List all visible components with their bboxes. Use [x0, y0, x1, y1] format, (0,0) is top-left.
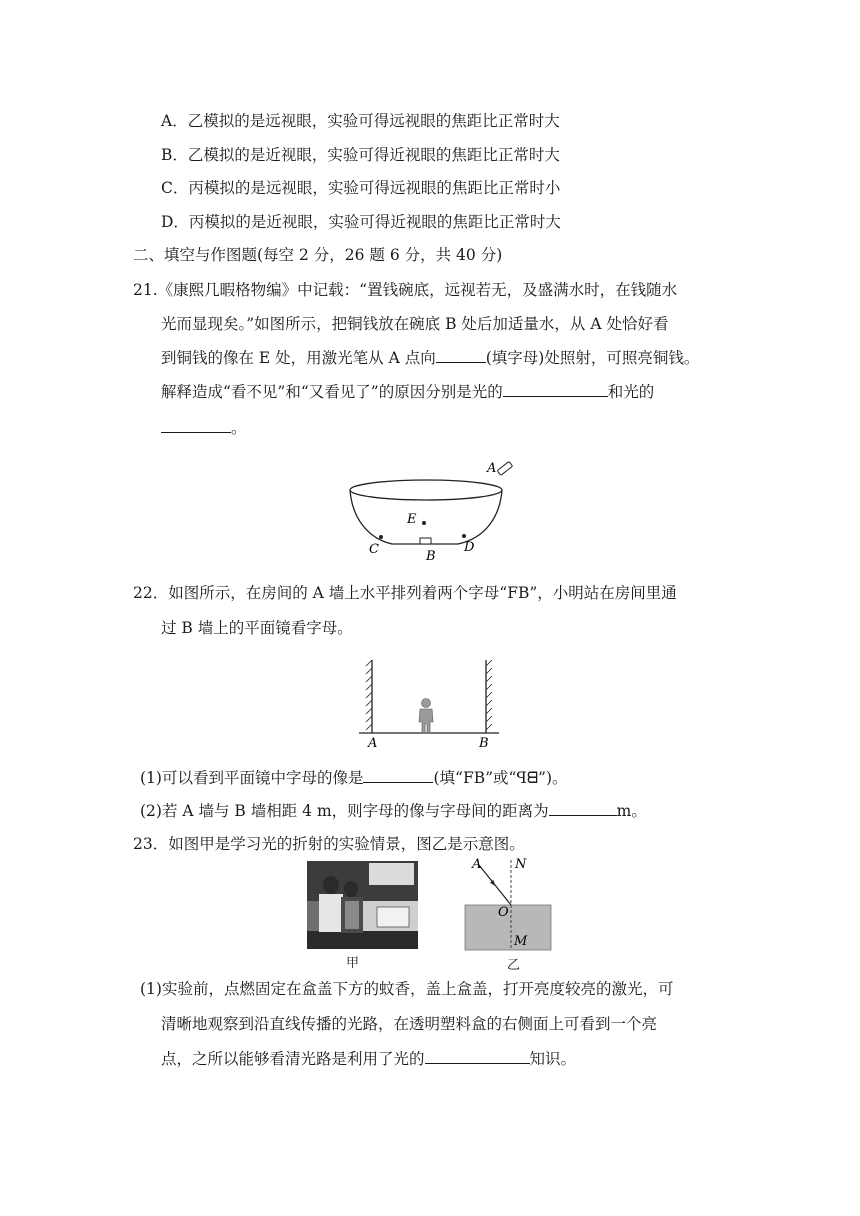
option-a: A．乙模拟的是远视眼，实验可得远视眼的焦距比正常时大 [161, 112, 560, 130]
room-figure [355, 656, 505, 752]
point-e [422, 521, 426, 525]
q21-blank-2[interactable] [503, 380, 608, 397]
q22-blank-2[interactable] [549, 799, 617, 816]
label-a: A [487, 461, 497, 476]
caption-jia: 甲 [346, 956, 360, 971]
label-m: M [514, 934, 528, 949]
wall-b-hatch [486, 660, 492, 730]
photo-jia [307, 861, 418, 949]
wall-a-hatch [366, 660, 372, 730]
option-d: D．丙模拟的是近视眼，实验可得近视眼的焦距比正常时大 [161, 213, 561, 231]
q21-line-4-text-a: 解释造成“看不见”和“又看见了”的原因分别是光的 [161, 383, 503, 401]
q22-sub-1-text-a: (1)可以看到平面镜中字母的像是 [140, 769, 364, 787]
label-d: D [464, 540, 475, 555]
coin-b [420, 538, 431, 544]
q22-sub-2 [140, 799, 647, 822]
bowl-body [350, 490, 502, 544]
label-a: A [472, 857, 482, 872]
person-icon [419, 699, 433, 734]
q22-line-2: 过 B 墙上的平面镜看字母。 [161, 619, 353, 637]
option-c: C．丙模拟的是远视眼，实验可得远视眼的焦距比正常时小 [161, 179, 561, 197]
bowl-rim [350, 480, 502, 500]
q23-sub-1-line-3 [161, 1047, 576, 1070]
q23-sub-1-line-2: 清晰地观察到沿直线传播的光路，在透明塑料盒的右侧面上可看到一个亮 [161, 1015, 658, 1033]
q23-sub-1-line-3-text-b: 知识。 [529, 1050, 577, 1068]
q21-line-5-text: 。 [231, 419, 247, 437]
q21-blank-3[interactable] [161, 416, 231, 433]
bowl-figure [340, 456, 525, 568]
q21-line-3-text-a: 到铜钱的像在 E 处，用激光笔从 A 点向 [161, 349, 436, 367]
section-heading: 二、填空与作图题(每空 2 分，26 题 6 分，共 40 分) [133, 246, 503, 264]
q23-sub-1-line-1: (1)实验前，点燃固定在盒盖下方的蚊香，盖上盒盖，打开亮度较亮的激光，可 [140, 980, 674, 998]
label-c: C [369, 542, 379, 557]
refraction-diagram [462, 856, 556, 953]
q21-line-1: 21.《康熙几暇格物编》中记载：“置钱碗底，远视若无，及盛满水时，在钱随水 [133, 281, 678, 299]
label-o: O [498, 905, 509, 920]
laser-pen-icon [497, 461, 513, 475]
label-wall-b: B [479, 736, 489, 751]
q22-sub-1-text-b: (填“FB”或“ꟼᗺ”)。 [433, 769, 568, 787]
label-e: E [407, 512, 417, 527]
q22-sub-1 [140, 766, 568, 789]
q22-sub-2-text-b: m。 [616, 802, 647, 820]
label-b: B [426, 549, 436, 564]
label-wall-a: A [368, 736, 378, 751]
q21-line-5 [161, 416, 247, 439]
q21-blank-1[interactable] [436, 346, 486, 363]
q21-line-4 [161, 380, 654, 403]
q22-blank-1[interactable] [363, 766, 433, 783]
point-c [379, 535, 383, 539]
q21-line-2: 光而显现矣。”如图所示，把铜钱放在碗底 B 处后加适量水，从 A 处恰好看 [161, 315, 669, 333]
q21-line-3-text-b: (填字母)处照射，可照亮铜钱。 [485, 349, 700, 367]
point-d [462, 534, 466, 538]
q23-line-1: 23．如图甲是学习光的折射的实验情景，图乙是示意图。 [133, 835, 525, 853]
q23-sub-1-line-3-text-a: 点，之所以能够看清光路是利用了光的 [161, 1050, 425, 1068]
q21-line-3 [161, 346, 699, 369]
q22-line-1: 22．如图所示，在房间的 A 墙上水平排列着两个字母“FB”，小明站在房间里通 [133, 584, 677, 602]
option-b: B．乙模拟的是近视眼，实验可得近视眼的焦距比正常时大 [161, 146, 560, 164]
q22-sub-2-text-a: (2)若 A 墙与 B 墙相距 4 m，则字母的像与字母间的距离为 [140, 802, 549, 820]
caption-yi: 乙 [507, 958, 521, 973]
q21-line-4-text-b: 和光的 [607, 383, 655, 401]
label-n: N [515, 857, 527, 872]
q23-blank-1[interactable] [425, 1047, 530, 1064]
